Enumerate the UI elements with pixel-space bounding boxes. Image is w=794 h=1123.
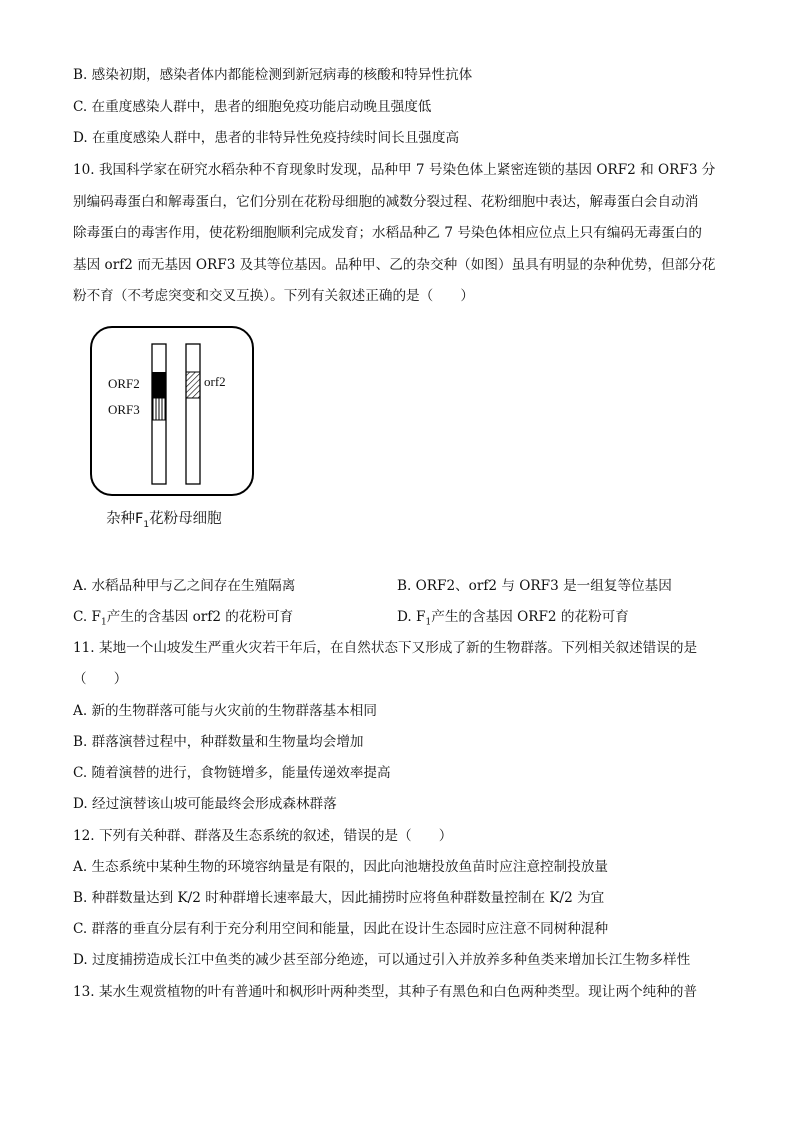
q11-option-b: B. 群落演替过程中，种群数量和生物量均会增加 <box>73 734 364 750</box>
q12-option-c: C. 群落的垂直分层有利于充分利用空间和能量，因此在设计生态园时应注意不同树种混种 <box>73 921 609 937</box>
q10-stem-line-2: 别编码毒蛋白和解毒蛋白，它们分别在花粉母细胞的减数分裂过程、花粉细胞中表达，解毒蛋白会自动消 <box>73 194 699 210</box>
orf3-band <box>152 398 166 420</box>
q10-stem-line-3: 除毒蛋白的毒害作用，使花粉细胞顺利完成发育；水稻品种乙 7 号染色体相应位点上只有编码无毒蛋白的 <box>73 225 703 241</box>
label-orf2-upper: ORF2 <box>108 376 140 391</box>
q11-option-c: C. 随着演替的进行，食物链增多，能量传递效率提高 <box>73 765 391 781</box>
q9-option-b: B. 感染初期，感染者体内都能检测到新冠病毒的核酸和特异性抗体 <box>73 67 473 83</box>
q10-option-b: B. ORF2、orf2 与 ORF3 是一组复等位基因 <box>397 578 672 594</box>
q10-option-c: C. $F_1$产生的含基因 orf2 的花粉可育 <box>73 609 294 628</box>
diagram-caption: 杂种$F_1$花粉母细胞 <box>106 511 222 530</box>
chromosome-right <box>186 344 200 484</box>
q12-option-d: D. 过度捕捞造成长江中鱼类的减少甚至部分绝迹，可以通过引入并放养多种鱼类来增加长江生物多样性 <box>73 952 691 968</box>
q10-option-d: D. $F_1$产生的含基因 ORF2 的花粉可育 <box>397 609 629 628</box>
q11-stem-line-1: 11. 某地一个山坡发生严重火灾若干年后，在自然状态下又形成了新的生物群落。下列相关叙述错误的是 <box>73 640 698 656</box>
q13-stem-line-1: 13. 某水生观赏植物的叶有普通叶和枫形叶两种类型，其种子有黑色和白色两种类型。现让两个纯种的普 <box>73 984 698 1000</box>
q10-stem-line-1: 10. 我国科学家在研究水稻杂种不育现象时发现，品种甲 7 号染色体上紧密连锁的基因 ORF2 和 ORF3 分 <box>73 162 716 178</box>
q11-option-d: D. 经过演替该山坡可能最终会形成森林群落 <box>73 796 337 812</box>
q10-stem-line-5: 粉不育（不考虑突变和交叉互换）。下列有关叙述正确的是（ ） <box>73 288 475 304</box>
q11-option-a: A. 新的生物群落可能与火灾前的生物群落基本相同 <box>73 703 377 719</box>
q10-stem-line-4: 基因 orf2 而无基因 ORF3 及其等位基因。品种甲、乙的杂交种（如图）虽具有明显的杂种优势，但部分花 <box>73 257 716 273</box>
q9-option-c: C. 在重度感染人群中，患者的细胞免疫功能启动晚且强度低 <box>73 99 432 115</box>
q10-option-a: A. 水稻品种甲与乙之间存在生殖隔离 <box>73 578 296 594</box>
q11-stem-line-2: （ ） <box>73 671 128 687</box>
orf2-band <box>152 372 166 398</box>
label-orf2-lower: orf2 <box>204 374 226 389</box>
orf2-lower-band <box>186 372 200 398</box>
q12-option-a: A. 生态系统中某种生物的环境容纳量是有限的，因此向池塘投放鱼苗时应注意控制投放量 <box>73 859 609 875</box>
q12-option-b: B. 种群数量达到 K/2 时种群增长速率最大，因此捕捞时应将鱼种群数量控制在 K/2 为宜 <box>73 890 605 906</box>
q9-option-d: D. 在重度感染人群中，患者的非特异性免疫持续时间长且强度高 <box>73 130 460 146</box>
label-orf3: ORF3 <box>108 402 140 417</box>
q12-stem: 12. 下列有关种群、群落及生态系统的叙述，错误的是（ ） <box>73 828 453 844</box>
chromosome-diagram <box>90 326 254 496</box>
